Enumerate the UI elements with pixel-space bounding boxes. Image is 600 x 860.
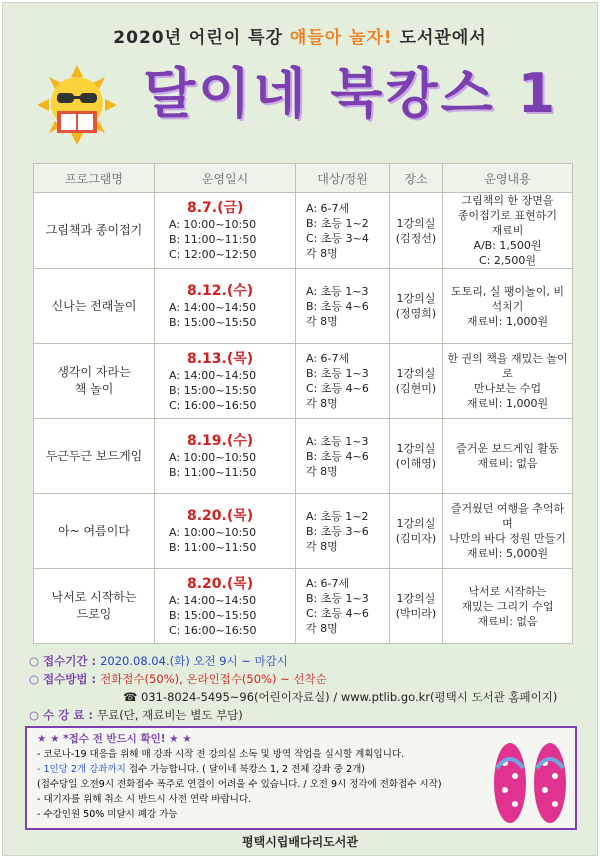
place-cell: 1강의실 (김정선)	[390, 193, 443, 269]
target-cell: A: 초등 1~2 B: 초등 3~6 각 8명	[296, 494, 390, 569]
table-row	[34, 494, 573, 569]
program-name: 생각이 자라는 책 놀이	[34, 344, 155, 419]
target-cell: A: 6-7세 B: 초등 1~3 C: 초등 4~6 각 8명	[296, 344, 390, 419]
time-slot: B: 11:00~11:50	[169, 233, 257, 246]
subtitle-accent: 얘들아 놀자!	[289, 28, 393, 48]
content-cell: 즐거운 보드게임 활동 재료비: 없음	[443, 419, 573, 494]
place-cell: 1강의실 (박미라)	[390, 569, 443, 644]
table-header-row	[34, 164, 573, 193]
schedule-table	[33, 163, 573, 644]
program-date: 8.19.(수)	[187, 433, 254, 449]
notice-line: - 코로나-19 대응을 위해 매 강좌 시작 전 강의실 소독 및 방역 작업을 실시할 계획입니다.	[37, 749, 405, 760]
notice-line: - 수강인원 50% 미달시 폐강 가능	[37, 809, 178, 820]
time-slot: A: 14:00~14:50	[169, 368, 257, 382]
target-cell: A: 6-7세 B: 초등 1~3 C: 초등 4~6 각 8명	[296, 569, 390, 644]
column-header: 운영내용	[443, 164, 573, 193]
place-cell: 1강의실 (정영희)	[390, 269, 443, 344]
schedule-cell	[155, 569, 296, 644]
time-slot: B: 15:00~15:50	[169, 608, 257, 622]
program-name: 두근두근 보드게임	[34, 419, 155, 494]
table-row	[34, 569, 573, 644]
contact-info: ☎ 031-8024-5495~96(어린이자료실) / www.ptlib.go.kr(평택시 도서관 홈페이지)	[123, 690, 558, 704]
program-date: 8.7.(금)	[187, 200, 244, 216]
target-cell: A: 초등 1~3 B: 초등 4~6 각 8명	[296, 419, 390, 494]
place-cell: 1강의실 (김미자)	[390, 494, 443, 569]
main-title: 달이네 북캉스 1	[143, 62, 559, 125]
time-slot: A: 10:00~10:50	[169, 526, 257, 539]
place-cell: 1강의실 (김현미)	[390, 344, 443, 419]
column-header: 프로그램명	[34, 164, 155, 193]
content-cell: 그림책의 한 장면을 종이접기로 표현하기 재료비 A/B: 1,500원 C: 2,500원	[443, 193, 573, 269]
content-cell: 한 권의 책을 재밌는 놀이로 만나보는 수업 재료비: 1,000원	[443, 344, 573, 419]
content-cell: 낙서로 시작하는 재밌는 그리기 수업 재료비: 없음	[443, 569, 573, 644]
time-slot: B: 11:00~11:50	[169, 466, 257, 479]
registration-method: ○ 접수방법 : 전화접수(50%), 온라인접수(50%) ~ 선착순	[29, 672, 327, 686]
poster	[2, 2, 598, 856]
notice-line: - 1인당 2개 강좌까지 접수 가능합니다. ( 달이네 북캉스 1, 2 전체 강좌 중 2개)	[37, 764, 365, 775]
subtitle-post: 도서관에서	[392, 28, 487, 48]
table-row	[34, 419, 573, 494]
content-cell: 즐거웠던 여행을 추억하며 나만의 바다 정원 만들기 재료비: 5,000원	[443, 494, 573, 569]
table-row	[34, 344, 573, 419]
program-name: 그림책과 종이접기	[34, 193, 155, 269]
time-slot: B: 15:00~15:50	[169, 316, 257, 329]
schedule-cell	[155, 494, 296, 569]
schedule-cell	[155, 419, 296, 494]
program-name: 신나는 전래놀이	[34, 269, 155, 344]
program-name: 낙서로 시작하는 드로잉	[34, 569, 155, 644]
schedule-cell	[155, 344, 296, 419]
time-slot: C: 16:00~16:50	[169, 398, 257, 412]
program-name: 아~ 여름이다	[34, 494, 155, 569]
time-slot: A: 10:00~10:50	[169, 451, 257, 464]
sun-reading-mascot-icon	[37, 65, 117, 145]
fee-info: ○ 수 강 료 : 무료(단, 재료비는 별도 부담)	[29, 708, 243, 722]
program-date: 8.20.(목)	[187, 575, 254, 592]
schedule-cell	[155, 269, 296, 344]
time-slot: C: 12:00~12:50	[169, 248, 257, 261]
place-cell: 1강의실 (이해영)	[390, 419, 443, 494]
time-slot: C: 16:00~16:50	[169, 623, 257, 637]
notice-line: (접수당일 오전9시 전화접수 폭주로 연결이 어려울 수 있습니다. / 오전 9시 정각에 전화접수 시작)	[37, 779, 442, 790]
table-row	[34, 269, 573, 344]
program-date: 8.20.(목)	[187, 508, 254, 524]
time-slot: A: 10:00~10:50	[169, 218, 257, 231]
library-name: 평택시립배다리도서관	[242, 835, 358, 849]
table-row	[34, 193, 573, 269]
content-cell: 도토리, 실 팽이놀이, 비석치기 재료비: 1,000원	[443, 269, 573, 344]
notice-line: - 대기자를 위해 취소 시 반드시 사전 연락 바랍니다.	[37, 794, 252, 805]
column-header: 대상/정원	[296, 164, 390, 193]
target-cell: A: 6-7세 B: 초등 1~2 C: 초등 3~4 각 8명	[296, 193, 390, 269]
time-slot: A: 14:00~14:50	[169, 593, 257, 607]
time-slot: B: 11:00~11:50	[169, 541, 257, 554]
column-header: 장소	[390, 164, 443, 193]
schedule-cell	[155, 193, 296, 269]
program-date: 8.12.(수)	[187, 283, 254, 299]
registration-period: ○ 접수기간 : 2020.08.04.(화) 오전 9시 ~ 마감시	[29, 654, 288, 668]
target-cell: A: 초등 1~3 B: 초등 4~6 각 8명	[296, 269, 390, 344]
subtitle-pre: 2020년 어린이 특강	[113, 28, 290, 48]
notice-title: ★ ★ *접수 전 반드시 확인! ★ ★	[37, 733, 192, 745]
sandals-icon	[485, 738, 575, 828]
program-date: 8.13.(목)	[187, 350, 254, 367]
column-header: 운영일시	[155, 164, 296, 193]
time-slot: A: 14:00~14:50	[169, 301, 257, 314]
time-slot: B: 15:00~15:50	[169, 383, 257, 397]
subtitle	[3, 23, 597, 48]
